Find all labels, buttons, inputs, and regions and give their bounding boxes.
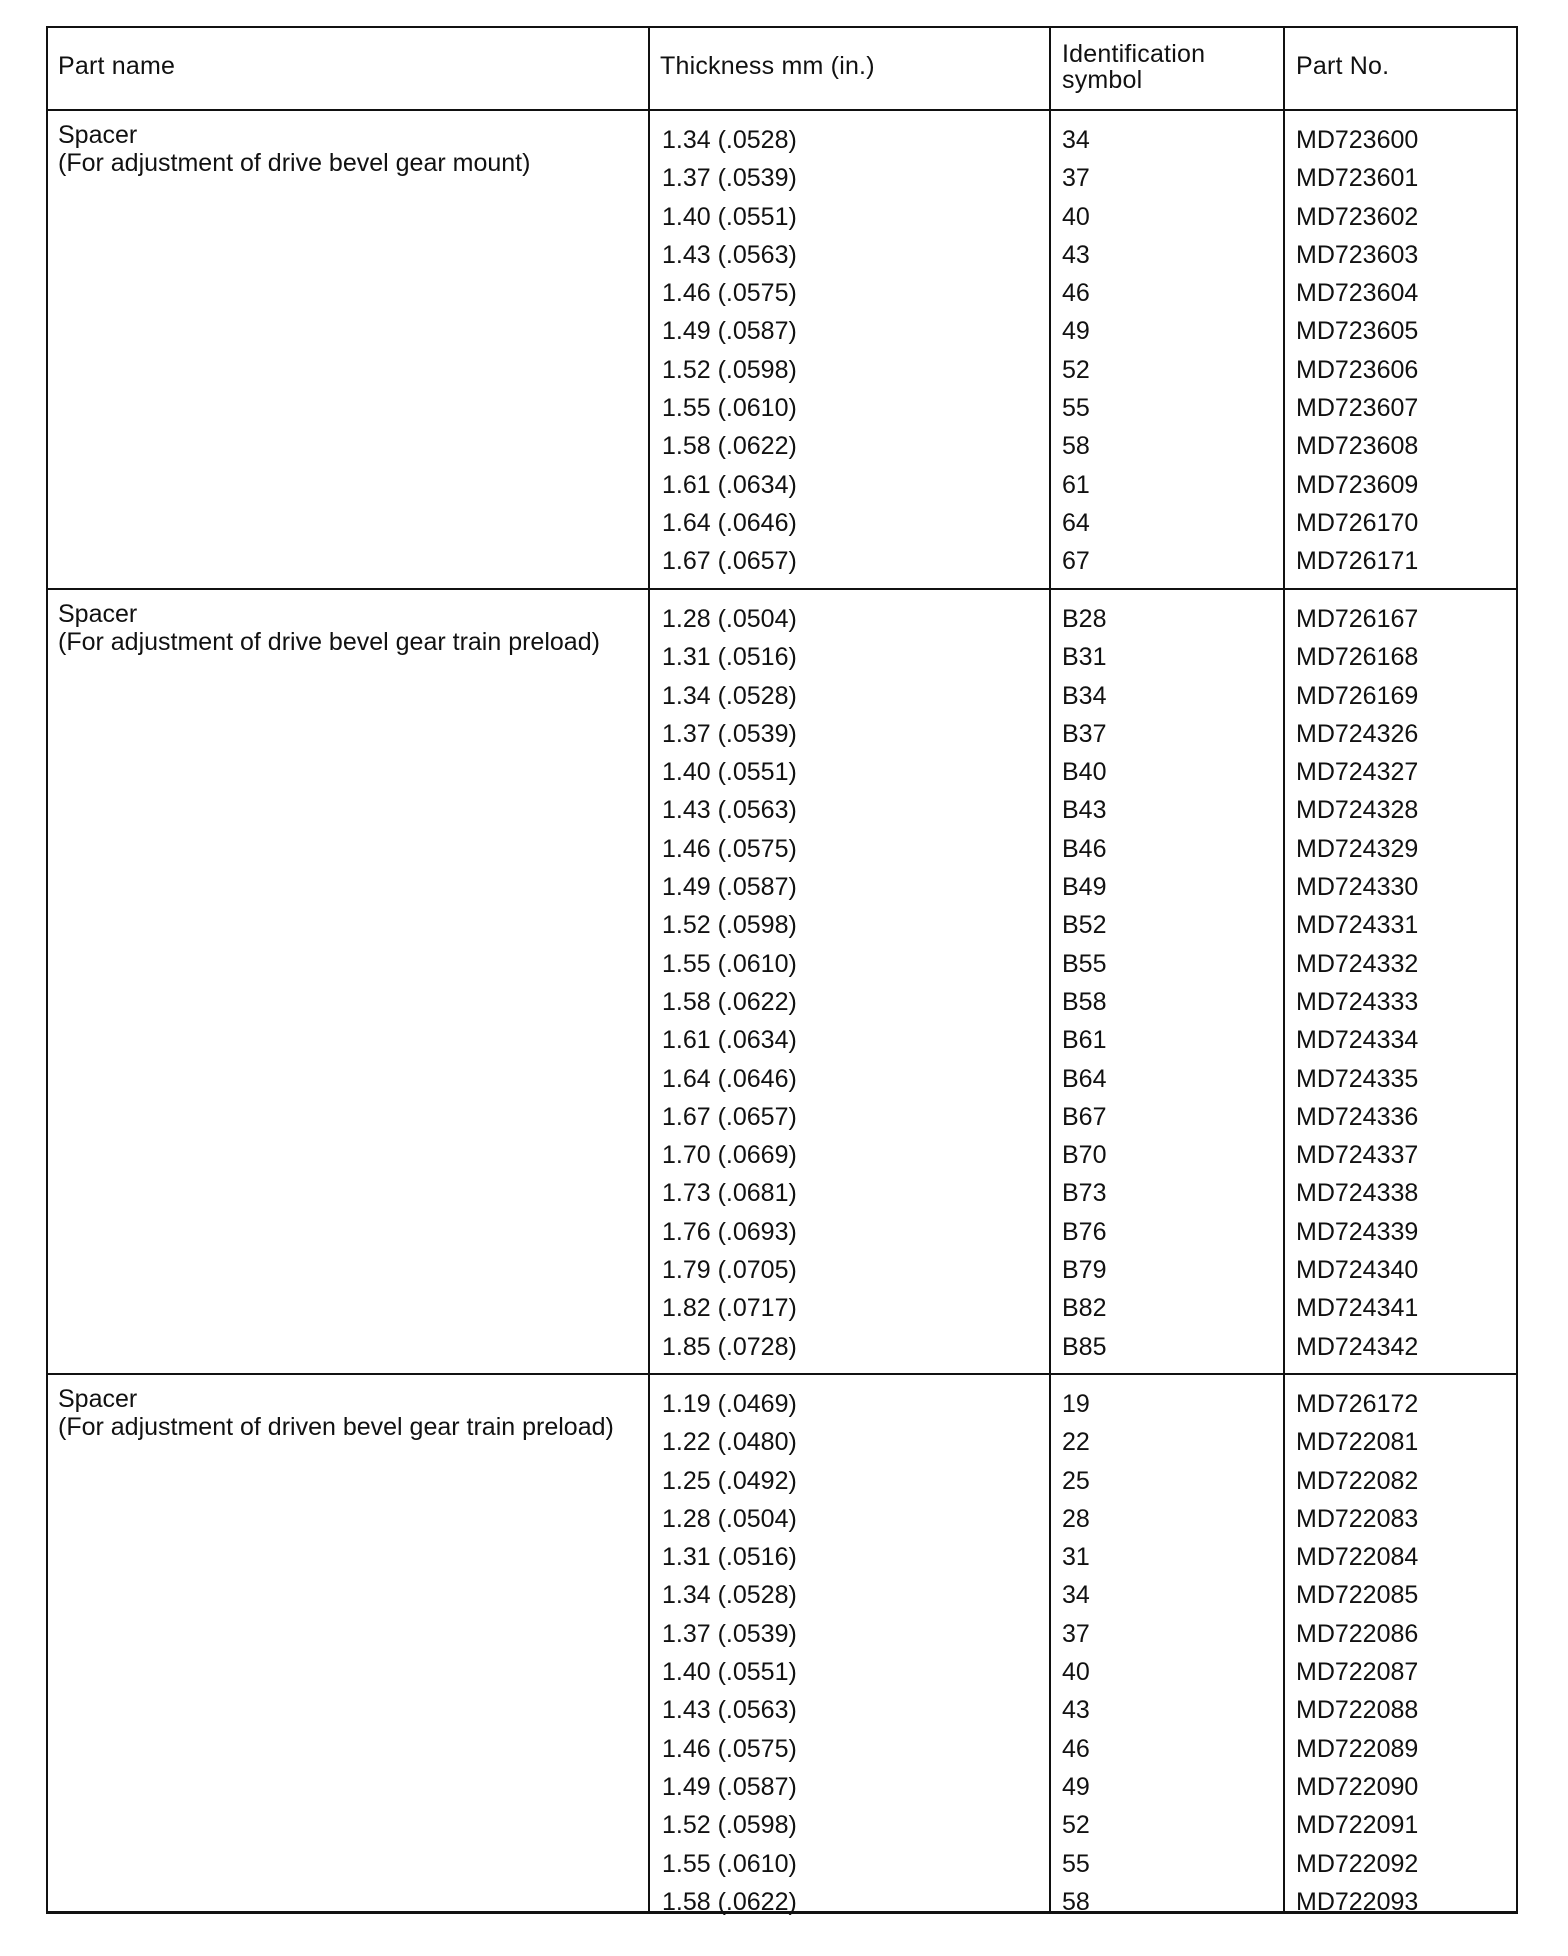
- thickness-cell: 1.46 (.0575): [662, 279, 797, 308]
- identification-symbol-cell: B49: [1062, 873, 1107, 902]
- identification-symbol-cell: B67: [1062, 1102, 1107, 1131]
- table-row: [48, 236, 1516, 274]
- part-name-description: (For adjustment of drive bevel gear train preload): [58, 628, 600, 656]
- part-no-cell: MD722090: [1296, 1772, 1419, 1801]
- identification-symbol-cell: B85: [1062, 1332, 1107, 1361]
- thickness-cell: 1.55 (.0610): [662, 394, 797, 423]
- table-row: [48, 830, 1516, 868]
- part-no-cell: MD723609: [1296, 470, 1419, 499]
- part-no-cell: MD723604: [1296, 279, 1419, 308]
- table-row: [48, 1615, 1516, 1653]
- table-row: [48, 1845, 1516, 1883]
- identification-symbol-cell: 40: [1062, 1658, 1090, 1687]
- thickness-cell: 1.55 (.0610): [662, 949, 797, 978]
- table-row: [48, 1021, 1516, 1059]
- thickness-cell: 1.58 (.0622): [662, 987, 797, 1016]
- part-no-cell: MD722088: [1296, 1696, 1419, 1725]
- identification-symbol-cell: 49: [1062, 1772, 1090, 1801]
- part-no-cell: MD724336: [1296, 1102, 1419, 1131]
- identification-symbol-cell: B76: [1062, 1217, 1107, 1246]
- part-no-cell: MD726169: [1296, 681, 1419, 710]
- thickness-cell: 1.31 (.0516): [662, 643, 797, 672]
- identification-symbol-cell: B82: [1062, 1294, 1107, 1323]
- thickness-cell: 1.28 (.0504): [662, 1504, 797, 1533]
- identification-symbol-cell: 43: [1062, 1696, 1090, 1725]
- thickness-cell: 1.55 (.0610): [662, 1849, 797, 1878]
- group-drive-bevel-gear-train-preload: [48, 590, 1516, 1375]
- part-no-cell: MD724342: [1296, 1332, 1419, 1361]
- table-row: [48, 1328, 1516, 1366]
- thickness-cell: 1.49 (.0587): [662, 317, 797, 346]
- part-no-cell: MD724331: [1296, 911, 1419, 940]
- part-no-cell: MD722082: [1296, 1466, 1419, 1495]
- thickness-cell: 1.61 (.0634): [662, 470, 797, 499]
- part-name-description: (For adjustment of drive bevel gear mount): [58, 149, 531, 177]
- part-no-cell: MD723608: [1296, 432, 1419, 461]
- identification-symbol-cell: 34: [1062, 1581, 1090, 1610]
- part-no-cell: MD724332: [1296, 949, 1419, 978]
- part-no-cell: MD726168: [1296, 643, 1419, 672]
- thickness-cell: 1.37 (.0539): [662, 1619, 797, 1648]
- column-divider: [1049, 28, 1051, 109]
- table-row: [48, 1251, 1516, 1289]
- identification-symbol-cell: 43: [1062, 240, 1090, 269]
- identification-symbol-cell: 67: [1062, 547, 1090, 576]
- thickness-cell: 1.34 (.0528): [662, 1581, 797, 1610]
- table-row: [48, 159, 1516, 197]
- identification-symbol-cell: 52: [1062, 355, 1090, 384]
- table-row: [48, 1385, 1516, 1423]
- table-row: [48, 638, 1516, 676]
- thickness-cell: 1.40 (.0551): [662, 202, 797, 231]
- identification-symbol-cell: B34: [1062, 681, 1107, 710]
- part-no-cell: MD724327: [1296, 758, 1419, 787]
- group-driven-bevel-gear-train-preload: [48, 1375, 1516, 1916]
- table-row: [48, 351, 1516, 389]
- identification-symbol-cell: B61: [1062, 1026, 1107, 1055]
- thickness-cell: 1.61 (.0634): [662, 1026, 797, 1055]
- table-header-row: [48, 28, 1516, 111]
- thickness-cell: 1.52 (.0598): [662, 355, 797, 384]
- identification-symbol-cell: 28: [1062, 1504, 1090, 1533]
- part-no-cell: MD722081: [1296, 1428, 1419, 1457]
- table-row: [48, 1538, 1516, 1576]
- table-row: [48, 1289, 1516, 1327]
- identification-symbol-cell: B43: [1062, 796, 1107, 825]
- part-name-description: (For adjustment of driven bevel gear train preload): [58, 1413, 614, 1441]
- thickness-cell: 1.37 (.0539): [662, 719, 797, 748]
- thickness-cell: 1.52 (.0598): [662, 1811, 797, 1840]
- group-rows: [48, 121, 1516, 581]
- identification-symbol-cell: B55: [1062, 949, 1107, 978]
- identification-symbol-cell: 49: [1062, 317, 1090, 346]
- part-no-cell: MD724339: [1296, 1217, 1419, 1246]
- identification-symbol-cell: B70: [1062, 1141, 1107, 1170]
- thickness-cell: 1.64 (.0646): [662, 1064, 797, 1093]
- part-no-cell: MD722089: [1296, 1734, 1419, 1763]
- table-row: [48, 466, 1516, 504]
- part-no-cell: MD722085: [1296, 1581, 1419, 1610]
- thickness-cell: 1.43 (.0563): [662, 240, 797, 269]
- thickness-cell: 1.28 (.0504): [662, 605, 797, 633]
- group-rows: [48, 600, 1516, 1366]
- thickness-cell: 1.46 (.0575): [662, 1734, 797, 1763]
- thickness-cell: 1.70 (.0669): [662, 1141, 797, 1170]
- identification-symbol-cell: B28: [1062, 605, 1107, 633]
- thickness-cell: 1.64 (.0646): [662, 508, 797, 537]
- identification-symbol-cell: B52: [1062, 911, 1107, 940]
- part-no-cell: MD724330: [1296, 873, 1419, 902]
- part-name-title: Spacer: [58, 1385, 138, 1413]
- thickness-cell: 1.49 (.0587): [662, 873, 797, 902]
- identification-symbol-cell: 55: [1062, 394, 1090, 423]
- table-row: [48, 504, 1516, 542]
- column-divider: [648, 28, 650, 109]
- identification-symbol-cell: B40: [1062, 758, 1107, 787]
- thickness-cell: 1.85 (.0728): [662, 1332, 797, 1361]
- table-row: [48, 1806, 1516, 1844]
- thickness-cell: 1.79 (.0705): [662, 1256, 797, 1285]
- identification-symbol-cell: 25: [1062, 1466, 1090, 1495]
- part-no-cell: MD722091: [1296, 1811, 1419, 1840]
- thickness-cell: 1.34 (.0528): [662, 126, 797, 154]
- thickness-cell: 1.67 (.0657): [662, 1102, 797, 1131]
- table-row: [48, 198, 1516, 236]
- thickness-cell: 1.67 (.0657): [662, 547, 797, 576]
- part-no-cell: MD722086: [1296, 1619, 1419, 1648]
- thickness-cell: 1.76 (.0693): [662, 1217, 797, 1246]
- part-no-cell: MD724328: [1296, 796, 1419, 825]
- table-row: [48, 121, 1516, 159]
- table-row: [48, 1423, 1516, 1461]
- part-no-cell: MD724333: [1296, 987, 1419, 1016]
- thickness-cell: 1.22 (.0480): [662, 1428, 797, 1457]
- header-identification-symbol: Identification symbol: [1062, 40, 1206, 94]
- part-no-cell: MD724337: [1296, 1141, 1419, 1170]
- group-drive-bevel-gear-mount: [48, 111, 1516, 590]
- identification-symbol-cell: B79: [1062, 1256, 1107, 1285]
- identification-symbol-cell: 19: [1062, 1390, 1090, 1418]
- table-row: [48, 1213, 1516, 1251]
- table-row: [48, 1174, 1516, 1212]
- table-row: [48, 1462, 1516, 1500]
- table-row: [48, 1883, 1516, 1921]
- table-row: [48, 983, 1516, 1021]
- identification-symbol-cell: 58: [1062, 1887, 1090, 1916]
- table-row: [48, 389, 1516, 427]
- thickness-cell: 1.82 (.0717): [662, 1294, 797, 1323]
- group-rows: [48, 1385, 1516, 1921]
- part-no-cell: MD726170: [1296, 508, 1419, 537]
- identification-symbol-cell: B64: [1062, 1064, 1107, 1093]
- spacer-parts-table: [46, 26, 1518, 1914]
- part-no-cell: MD726172: [1296, 1390, 1419, 1418]
- thickness-cell: 1.46 (.0575): [662, 834, 797, 863]
- identification-symbol-cell: B46: [1062, 834, 1107, 863]
- part-no-cell: MD723602: [1296, 202, 1419, 231]
- identification-symbol-cell: 34: [1062, 126, 1090, 154]
- thickness-cell: 1.40 (.0551): [662, 1658, 797, 1687]
- part-no-cell: MD724338: [1296, 1179, 1419, 1208]
- identification-symbol-cell: 22: [1062, 1428, 1090, 1457]
- table-row: [48, 715, 1516, 753]
- identification-symbol-cell: B31: [1062, 643, 1107, 672]
- identification-symbol-cell: 37: [1062, 164, 1090, 193]
- identification-symbol-cell: 58: [1062, 432, 1090, 461]
- identification-symbol-cell: 46: [1062, 1734, 1090, 1763]
- part-no-cell: MD722092: [1296, 1849, 1419, 1878]
- part-no-cell: MD724341: [1296, 1294, 1419, 1323]
- thickness-cell: 1.73 (.0681): [662, 1179, 797, 1208]
- column-divider: [1283, 28, 1285, 109]
- thickness-cell: 1.49 (.0587): [662, 1772, 797, 1801]
- thickness-cell: 1.58 (.0622): [662, 1887, 797, 1916]
- header-part-name: Part name: [58, 52, 176, 80]
- thickness-cell: 1.58 (.0622): [662, 432, 797, 461]
- table-row: [48, 1768, 1516, 1806]
- identification-symbol-cell: 55: [1062, 1849, 1090, 1878]
- table-row: [48, 1576, 1516, 1614]
- part-no-cell: MD724335: [1296, 1064, 1419, 1093]
- part-no-cell: MD722084: [1296, 1543, 1419, 1572]
- thickness-cell: 1.37 (.0539): [662, 164, 797, 193]
- identification-symbol-cell: 40: [1062, 202, 1090, 231]
- thickness-cell: 1.43 (.0563): [662, 796, 797, 825]
- table-row: [48, 753, 1516, 791]
- header-thickness: Thickness mm (in.): [660, 52, 875, 80]
- table-row: [48, 1653, 1516, 1691]
- identification-symbol-cell: 52: [1062, 1811, 1090, 1840]
- part-no-cell: MD724334: [1296, 1026, 1419, 1055]
- part-no-cell: MD724340: [1296, 1256, 1419, 1285]
- table-row: [48, 1500, 1516, 1538]
- identification-symbol-cell: 37: [1062, 1619, 1090, 1648]
- table-row: [48, 1136, 1516, 1174]
- part-no-cell: MD723600: [1296, 126, 1419, 154]
- part-no-cell: MD723607: [1296, 394, 1419, 423]
- part-no-cell: MD724329: [1296, 834, 1419, 863]
- header-part-no: Part No.: [1296, 52, 1390, 80]
- part-no-cell: MD726167: [1296, 605, 1419, 633]
- thickness-cell: 1.19 (.0469): [662, 1390, 797, 1418]
- identification-symbol-cell: B73: [1062, 1179, 1107, 1208]
- part-no-cell: MD723603: [1296, 240, 1419, 269]
- identification-symbol-cell: 64: [1062, 508, 1090, 537]
- table-row: [48, 1098, 1516, 1136]
- table-row: [48, 542, 1516, 580]
- table-row: [48, 427, 1516, 465]
- table-row: [48, 945, 1516, 983]
- identification-symbol-cell: B37: [1062, 719, 1107, 748]
- thickness-cell: 1.52 (.0598): [662, 911, 797, 940]
- table-row: [48, 791, 1516, 829]
- identification-symbol-cell: 46: [1062, 279, 1090, 308]
- part-no-cell: MD722087: [1296, 1658, 1419, 1687]
- part-no-cell: MD722093: [1296, 1887, 1419, 1916]
- table-row: [48, 1691, 1516, 1729]
- thickness-cell: 1.25 (.0492): [662, 1466, 797, 1495]
- part-no-cell: MD726171: [1296, 547, 1419, 576]
- table-row: [48, 677, 1516, 715]
- part-no-cell: MD722083: [1296, 1504, 1419, 1533]
- identification-symbol-cell: 31: [1062, 1543, 1090, 1572]
- table-row: [48, 600, 1516, 638]
- part-name-title: Spacer: [58, 121, 138, 149]
- table-row: [48, 274, 1516, 312]
- table-row: [48, 1730, 1516, 1768]
- identification-symbol-cell: B58: [1062, 987, 1107, 1016]
- part-no-cell: MD723606: [1296, 355, 1419, 384]
- part-no-cell: MD723605: [1296, 317, 1419, 346]
- part-no-cell: MD724326: [1296, 719, 1419, 748]
- part-name-title: Spacer: [58, 600, 138, 628]
- table-row: [48, 312, 1516, 350]
- thickness-cell: 1.31 (.0516): [662, 1543, 797, 1572]
- part-no-cell: MD723601: [1296, 164, 1419, 193]
- thickness-cell: 1.34 (.0528): [662, 681, 797, 710]
- identification-symbol-cell: 61: [1062, 470, 1090, 499]
- thickness-cell: 1.43 (.0563): [662, 1696, 797, 1725]
- table-row: [48, 868, 1516, 906]
- table-row: [48, 906, 1516, 944]
- table-row: [48, 1060, 1516, 1098]
- thickness-cell: 1.40 (.0551): [662, 758, 797, 787]
